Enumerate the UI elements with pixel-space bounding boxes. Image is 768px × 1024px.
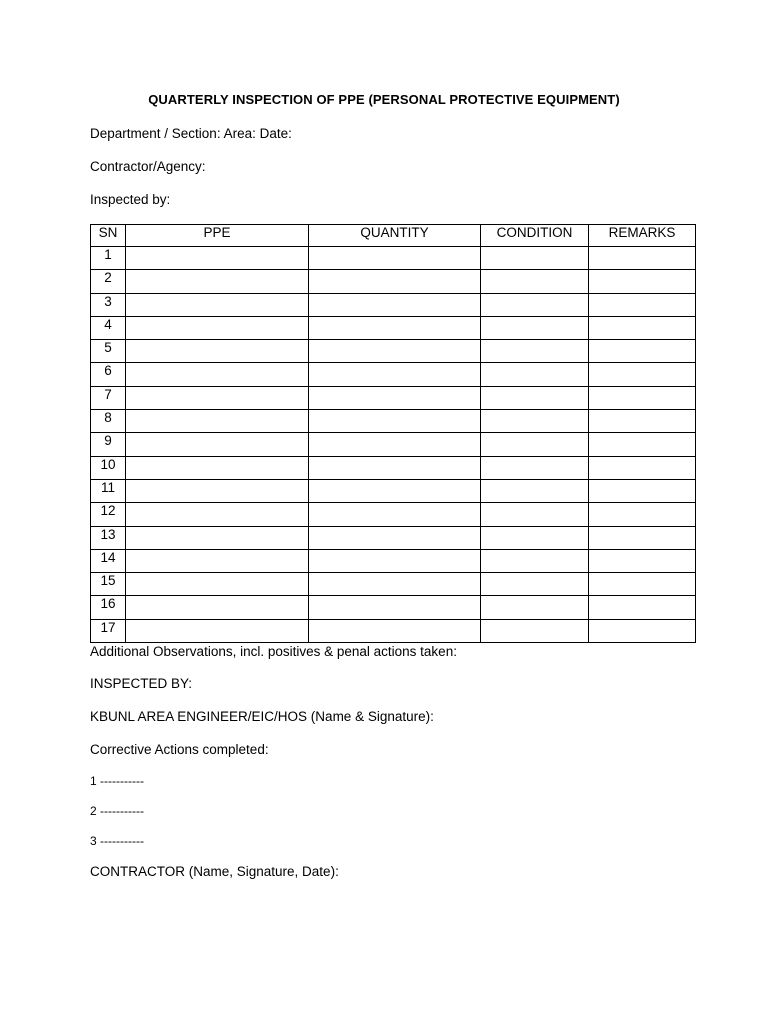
condition-cell	[481, 526, 589, 549]
table-row	[91, 340, 696, 363]
ppe-cell	[126, 340, 309, 363]
additional-observations-line: Additional Observations, incl. positives & penal actions taken:	[90, 644, 457, 659]
condition-cell	[481, 293, 589, 316]
condition-cell	[481, 363, 589, 386]
table-body	[91, 247, 696, 643]
row-sn-cell: 17	[91, 619, 126, 642]
remarks-cell	[589, 363, 696, 386]
quantity-cell	[309, 247, 481, 270]
header-condition: CONDITION	[481, 225, 589, 247]
corrective-action-3: 3 -----------	[90, 834, 144, 848]
quantity-cell	[309, 596, 481, 619]
table-row	[91, 363, 696, 386]
remarks-cell	[589, 340, 696, 363]
remarks-cell	[589, 503, 696, 526]
condition-cell	[481, 410, 589, 433]
condition-cell	[481, 456, 589, 479]
remarks-cell	[589, 549, 696, 572]
row-sn-cell: 13	[91, 526, 126, 549]
remarks-cell	[589, 410, 696, 433]
row-sn-cell: 9	[91, 433, 126, 456]
row-sn-cell: 3	[91, 293, 126, 316]
remarks-cell	[589, 619, 696, 642]
quantity-cell	[309, 270, 481, 293]
table-row	[91, 573, 696, 596]
table-row	[91, 293, 696, 316]
ppe-cell	[126, 619, 309, 642]
ppe-cell	[126, 247, 309, 270]
ppe-cell	[126, 293, 309, 316]
row-sn-cell: 1	[91, 247, 126, 270]
condition-cell	[481, 619, 589, 642]
table-row	[91, 410, 696, 433]
table-row	[91, 479, 696, 502]
row-sn-cell: 2	[91, 270, 126, 293]
row-sn-cell: 10	[91, 456, 126, 479]
remarks-cell	[589, 456, 696, 479]
quantity-cell	[309, 526, 481, 549]
table-row	[91, 386, 696, 409]
row-sn-cell: 11	[91, 479, 126, 502]
quantity-cell	[309, 503, 481, 526]
table-row	[91, 526, 696, 549]
table-row	[91, 270, 696, 293]
ppe-cell	[126, 410, 309, 433]
condition-cell	[481, 386, 589, 409]
table-row	[91, 456, 696, 479]
ppe-inspection-table	[90, 224, 696, 643]
inspected-by-line: Inspected by:	[90, 192, 171, 207]
condition-cell	[481, 270, 589, 293]
condition-cell	[481, 247, 589, 270]
ppe-cell	[126, 386, 309, 409]
condition-cell	[481, 316, 589, 339]
remarks-cell	[589, 247, 696, 270]
quantity-cell	[309, 340, 481, 363]
ppe-cell	[126, 549, 309, 572]
inspected-by-caps-line: INSPECTED BY:	[90, 676, 193, 691]
remarks-cell	[589, 596, 696, 619]
row-sn-cell: 6	[91, 363, 126, 386]
quantity-cell	[309, 363, 481, 386]
table-row	[91, 503, 696, 526]
header-quantity: QUANTITY	[309, 225, 481, 247]
kbunl-engineer-line: KBUNL AREA ENGINEER/EIC/HOS (Name & Signature):	[90, 709, 434, 724]
ppe-cell	[126, 433, 309, 456]
row-sn-cell: 15	[91, 573, 126, 596]
quantity-cell	[309, 456, 481, 479]
header-sn: SN	[91, 225, 126, 247]
ppe-cell	[126, 363, 309, 386]
row-sn-cell: 14	[91, 549, 126, 572]
ppe-cell	[126, 316, 309, 339]
remarks-cell	[589, 270, 696, 293]
ppe-cell	[126, 456, 309, 479]
condition-cell	[481, 573, 589, 596]
ppe-cell	[126, 596, 309, 619]
table-row	[91, 316, 696, 339]
row-sn-cell: 7	[91, 386, 126, 409]
corrective-action-2: 2 -----------	[90, 804, 144, 818]
condition-cell	[481, 596, 589, 619]
department-section-area-date-line: Department / Section: Area: Date:	[90, 126, 292, 141]
table-header-row	[91, 225, 696, 247]
condition-cell	[481, 433, 589, 456]
remarks-cell	[589, 293, 696, 316]
quantity-cell	[309, 619, 481, 642]
header-remarks: REMARKS	[589, 225, 696, 247]
remarks-cell	[589, 316, 696, 339]
condition-cell	[481, 340, 589, 363]
condition-cell	[481, 503, 589, 526]
document-title: QUARTERLY INSPECTION OF PPE (PERSONAL PROTECTIVE EQUIPMENT)	[148, 92, 620, 107]
header-ppe: PPE	[126, 225, 309, 247]
condition-cell	[481, 479, 589, 502]
condition-cell	[481, 549, 589, 572]
row-sn-cell: 16	[91, 596, 126, 619]
corrective-actions-line: Corrective Actions completed:	[90, 742, 269, 757]
table-row	[91, 433, 696, 456]
row-sn-cell: 4	[91, 316, 126, 339]
row-sn-cell: 12	[91, 503, 126, 526]
corrective-action-1: 1 -----------	[90, 774, 144, 788]
contractor-signature-line: CONTRACTOR (Name, Signature, Date):	[90, 864, 339, 879]
contractor-agency-line: Contractor/Agency:	[90, 159, 206, 174]
quantity-cell	[309, 573, 481, 596]
ppe-cell	[126, 503, 309, 526]
quantity-cell	[309, 293, 481, 316]
quantity-cell	[309, 549, 481, 572]
ppe-cell	[126, 573, 309, 596]
quantity-cell	[309, 410, 481, 433]
quantity-cell	[309, 386, 481, 409]
quantity-cell	[309, 316, 481, 339]
ppe-cell	[126, 479, 309, 502]
remarks-cell	[589, 573, 696, 596]
row-sn-cell: 5	[91, 340, 126, 363]
quantity-cell	[309, 479, 481, 502]
table-row	[91, 549, 696, 572]
quantity-cell	[309, 433, 481, 456]
remarks-cell	[589, 386, 696, 409]
row-sn-cell: 8	[91, 410, 126, 433]
remarks-cell	[589, 479, 696, 502]
remarks-cell	[589, 433, 696, 456]
table-row	[91, 596, 696, 619]
ppe-cell	[126, 526, 309, 549]
table-row	[91, 247, 696, 270]
remarks-cell	[589, 526, 696, 549]
table-row	[91, 619, 696, 642]
ppe-cell	[126, 270, 309, 293]
